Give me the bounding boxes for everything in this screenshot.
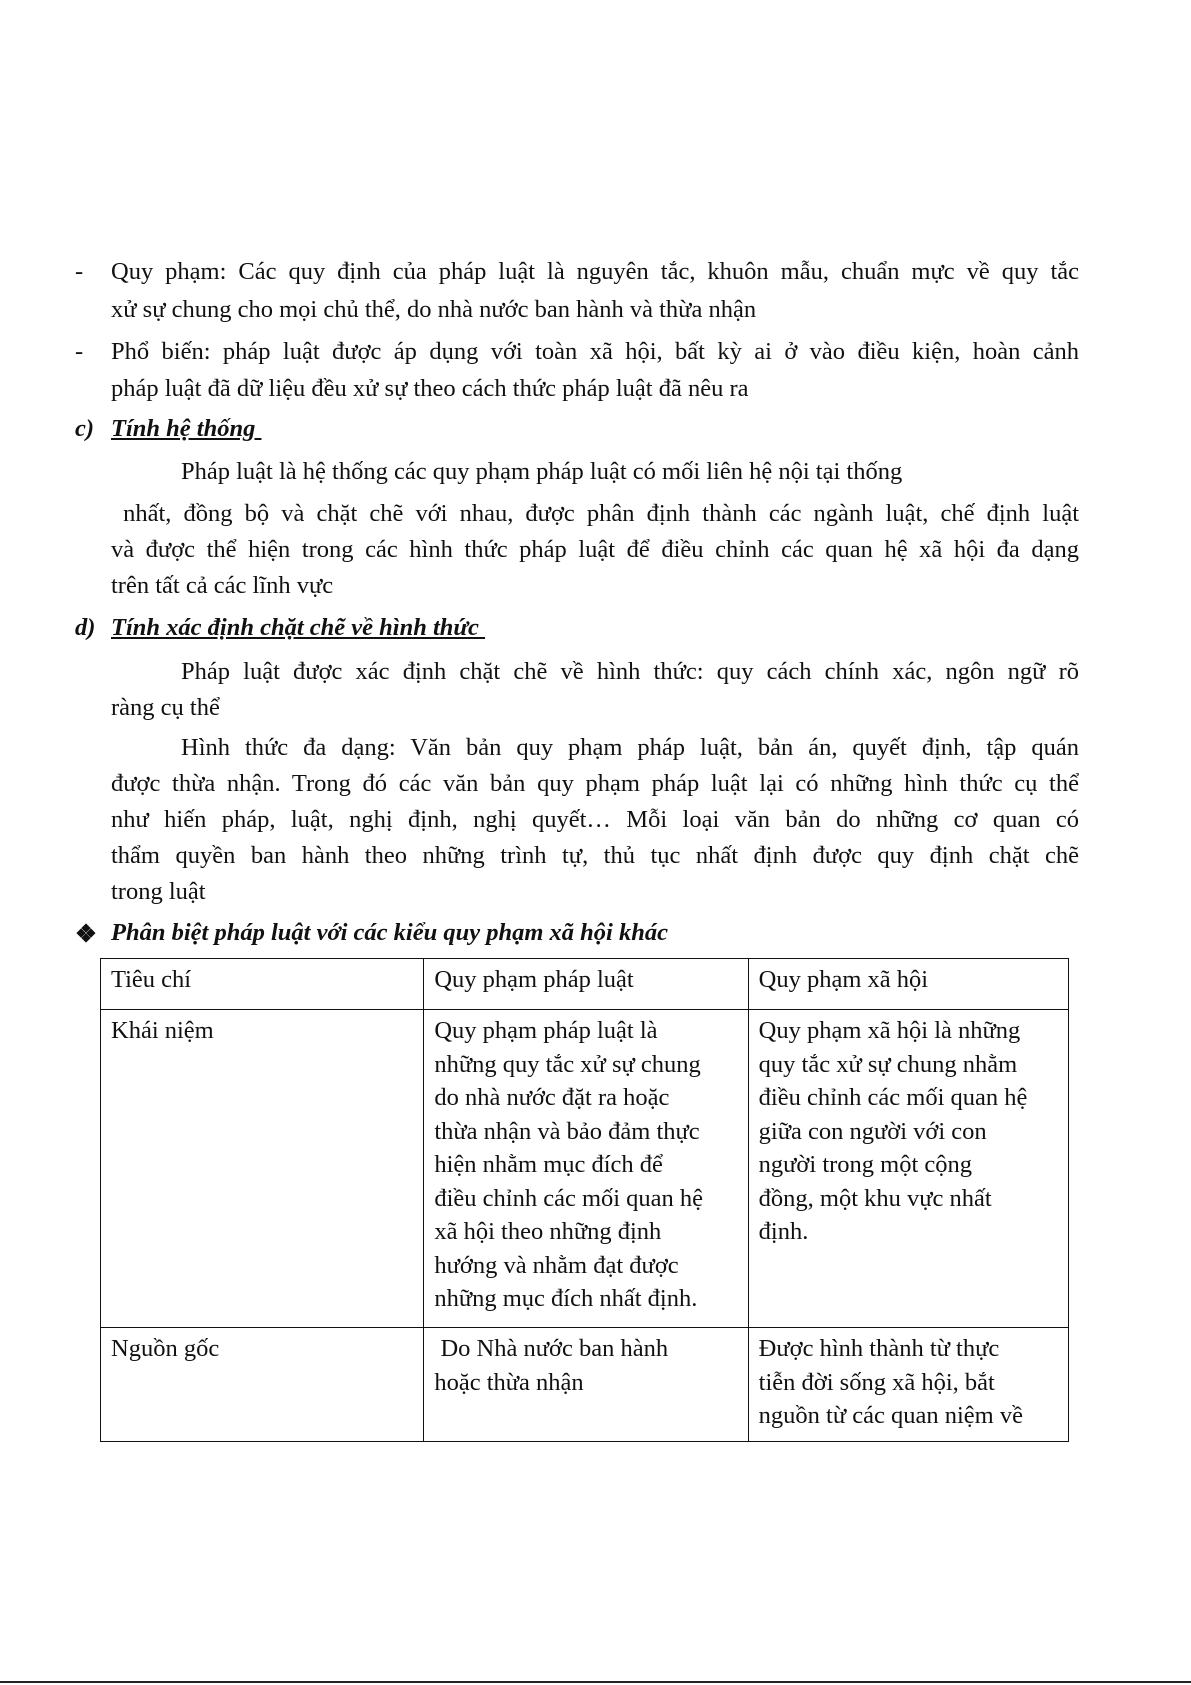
cell-line: Quy phạm pháp luật là [434, 1017, 658, 1044]
paragraph-line: trong luật [111, 878, 206, 905]
section-c-label: c) [75, 415, 95, 442]
paragraph-line: và được thể hiện trong các hình thức pháp luật để điều chỉnh các quan hệ xã hội đa dạng [111, 536, 1079, 563]
section-d-label: d) [75, 614, 96, 641]
bullet-marker: - [75, 258, 84, 285]
cell-line: nguồn từ các quan niệm về [758, 1402, 1023, 1429]
table-cell-criterion: Nguồn gốc [101, 1328, 424, 1442]
table-cell-criterion: Khái niệm [101, 1010, 424, 1328]
bullet-line: Phổ biến: pháp luật được áp dụng với toàn xã hội, bất kỳ ai ở vào điều kiện, hoàn cảnh [111, 338, 1079, 365]
bullet-line: Quy phạm: Các quy định của pháp luật là nguyên tắc, khuôn mẫu, chuẩn mực về quy tắc [111, 258, 1079, 285]
paragraph-line: ràng cụ thể [111, 694, 220, 721]
cell-line: giữa con người với con [758, 1117, 987, 1145]
table-cell-legal [424, 1328, 748, 1442]
table-cell-legal [424, 1010, 748, 1328]
paragraph-line: trên tất cả các lĩnh vực [111, 572, 334, 599]
table-header-cell: Quy phạm xã hội [748, 959, 1068, 1010]
paragraph-line: Hình thức đa dạng: Văn bản quy phạm pháp luật, bản án, quyết định, tập quán [181, 734, 1079, 761]
cell-line: những mục đích nhất định. [434, 1285, 698, 1312]
paragraph-line: Pháp luật được xác định chặt chẽ về hình thức: quy cách chính xác, ngôn ngữ rõ [181, 658, 1079, 685]
table-row [101, 1010, 1069, 1328]
cell-line: đồng, một khu vực nhất [758, 1184, 992, 1212]
cell-line: do nhà nước đặt ra hoặc [434, 1084, 670, 1111]
cell-line: hiện nhằm mục đích để [434, 1151, 663, 1178]
diamond-bullet-icon: ❖ [75, 921, 97, 948]
table-header-row [101, 959, 1069, 1010]
cell-line: quy tắc xử sự chung nhằm [758, 1050, 1018, 1078]
cell-line: định. [758, 1218, 809, 1245]
table-cell-social [748, 1328, 1068, 1442]
cell-line: hướng và nhằm đạt được [434, 1251, 679, 1279]
bullet-marker: - [75, 338, 84, 365]
bullet-line: xử sự chung cho mọi chủ thể, do nhà nước ban hành và thừa nhận [111, 296, 757, 323]
cell-line: điều chỉnh các mối quan hệ [434, 1184, 704, 1212]
table-header-cell: Quy phạm pháp luật [424, 959, 748, 1010]
cell-line: Được hình thành từ thực [758, 1335, 1000, 1362]
cell-line: người trong một cộng [758, 1151, 973, 1178]
cell-line: điều chỉnh các mối quan hệ [758, 1084, 1028, 1111]
bullet-line: pháp luật đã dữ liệu đều xử sự theo cách thức pháp luật đã nêu ra [111, 375, 749, 402]
cell-line: hoặc thừa nhận [434, 1368, 584, 1396]
cell-line: xã hội theo những định [434, 1218, 662, 1245]
paragraph-line: Pháp luật là hệ thống các quy phạm pháp luật có mối liên hệ nội tại thống [181, 458, 903, 485]
comparison-table [100, 958, 1069, 1442]
cell-line: những quy tắc xử sự chung [434, 1050, 701, 1078]
cell-line: Do Nhà nước ban hành [434, 1335, 669, 1362]
paragraph-line: được thừa nhận. Trong đó các văn bản quy phạm pháp luật lại có những hình thức cụ thể [111, 770, 1079, 797]
table-row [101, 1328, 1069, 1442]
page-bottom-divider [0, 1681, 1191, 1683]
cell-line: Quy phạm xã hội là những [758, 1017, 1021, 1044]
cell-line: tiễn đời sống xã hội, bắt [758, 1368, 995, 1396]
table-header-cell: Tiêu chí [101, 959, 424, 1010]
paragraph-line: như hiến pháp, luật, nghị định, nghị quyết… Mỗi loại văn bản do những cơ quan có [111, 806, 1079, 833]
section-c-title: Tính hệ thống [111, 415, 262, 442]
comparison-title: Phân biệt pháp luật với các kiểu quy phạm xã hội khác [111, 919, 668, 946]
cell-line: thừa nhận và bảo đảm thực [434, 1117, 700, 1145]
paragraph-line: thẩm quyền ban hành theo những trình tự, thủ tục nhất định được quy định chặt chẽ [111, 842, 1079, 869]
section-d-title: Tính xác định chặt chẽ về hình thức [111, 614, 486, 641]
paragraph-line: nhất, đồng bộ và chặt chẽ với nhau, được phân định thành các ngành luật, chế định luật [111, 500, 1079, 527]
table-cell-social [748, 1010, 1068, 1328]
